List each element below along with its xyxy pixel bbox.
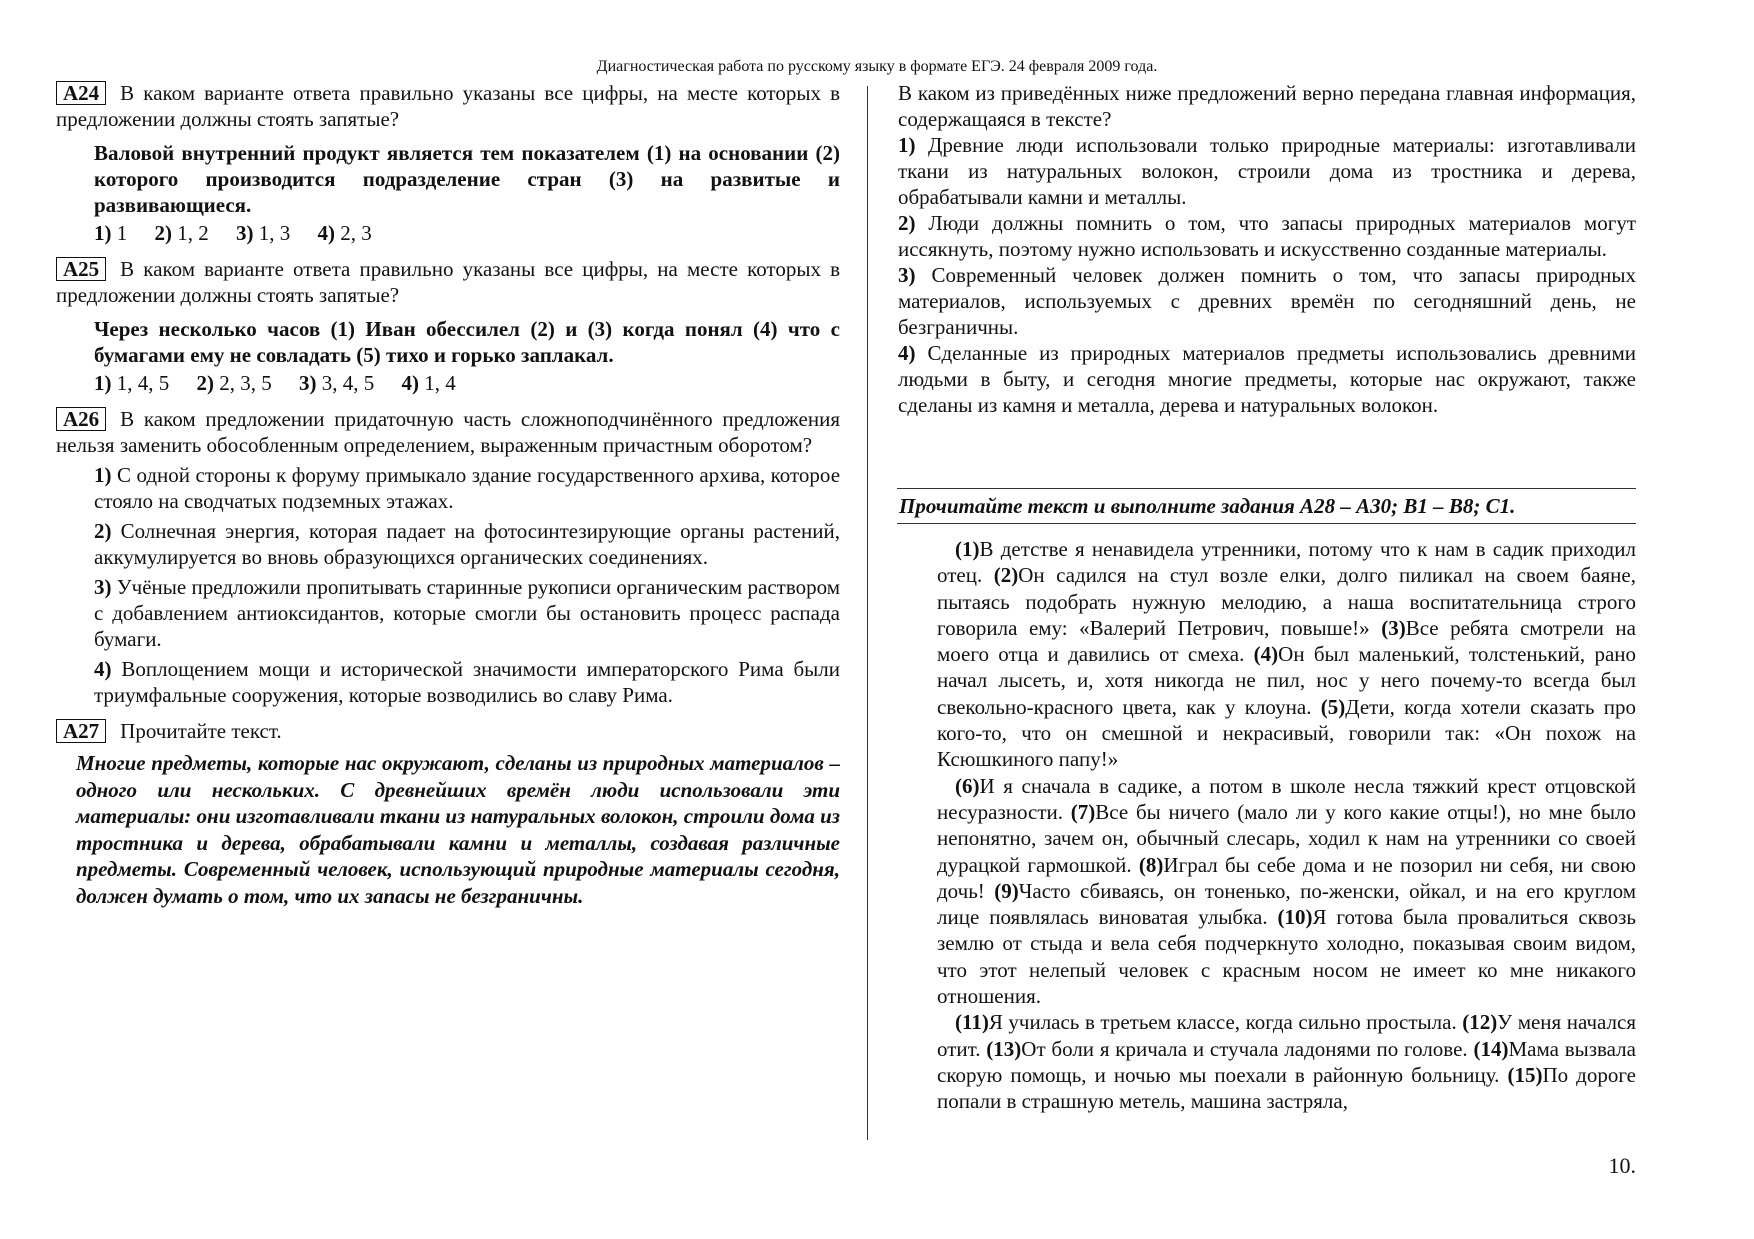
page-header: Диагностическая работа по русскому языку в формате ЕГЭ. 24 февраля 2009 года. [596, 58, 1158, 75]
task-sentence: Через несколько часов (1) Иван обессилел (2) и (3) когда понял (4) что с бумагами ему не совладать (5) тихо и горько заплакал. [94, 317, 840, 367]
right-column [898, 80, 1636, 418]
rule-bottom [897, 523, 1636, 524]
answer-option[interactable]: 3) 3, 4, 5 [299, 371, 375, 395]
story-text [937, 536, 1636, 1115]
reading-passage: Многие предметы, которые нас окружают, сделаны из природных материалов – одного или нескольких. С древнейших времён люди использовали эти материалы: они изготавливали ткани из натуральных волокон, строили дома из тростника и дерева, обрабатывали камни и металлы, создавая различные предметы. Современный человек, использующий природные материалы сегодня, должен думать о том, что их запасы не безграничны. [76, 751, 840, 908]
answer-option[interactable]: 4) Воплощением мощи и исторической значимости императорского Рима были триумфальные сооружения, которые возводились во славу Рима. [94, 657, 841, 707]
question-tag: А26 [56, 407, 106, 431]
answer-option[interactable]: 4) 2, 3 [317, 221, 372, 245]
column-divider [867, 86, 868, 1140]
question-a27-intro: В каком из приведённых ниже предложений верно передана главная информация, содержащаяся в тексте? [898, 81, 1636, 131]
answer-option[interactable]: 3) Современный человек должен помнить о том, что запасы природных материалов, используемых с древних времён по сегодняшний день, не безграничны. [898, 263, 1636, 339]
question-text: В каком предложении придаточную часть сложноподчинённого предложения нельзя заменить обособленным определением, выраженным причастным оборотом? [56, 407, 840, 457]
question-a25 [56, 256, 840, 396]
answer-options [94, 370, 840, 396]
answer-option[interactable]: 2) Люди должны помнить о том, что запасы природных материалов могут иссякнуть, поэтому нужно использовать и искусственно созданные материалы. [898, 211, 1636, 261]
question-a26-prompt [56, 406, 840, 458]
question-a24 [56, 80, 840, 246]
answer-option[interactable]: 3) 1, 3 [236, 221, 291, 245]
answer-option[interactable]: 4) Сделанные из природных материалов предметы использовались древними людьми в быту, и сегодня многие предметы, которые нас окружают, также сделаны из камня и металла, дерева и натуральных волокон. [898, 341, 1637, 417]
task-instruction: Прочитайте текст и выполните задания А28 – А30; В1 – В8; С1. [899, 494, 1516, 518]
question-a26 [56, 406, 840, 708]
left-column [56, 80, 840, 919]
question-tag: А27 [56, 719, 106, 743]
question-text: В каком варианте ответа правильно указаны все цифры, на месте которых в предложении должны стоять запятые? [56, 81, 840, 131]
question-tag: А24 [56, 81, 106, 105]
answer-option[interactable]: 1) Древние люди использовали только природные материалы: изготавливали ткани из натуральных волокон, строили дома из тростника и дерева, обрабатывали камни и металлы. [898, 133, 1636, 209]
answer-option[interactable]: 2) 1, 2 [154, 221, 209, 245]
question-text: Прочитайте текст. [120, 719, 282, 743]
story-paragraph: (11)Я училась в третьем классе, когда сильно простыла. (12)У меня начался отит. (13)От боли я кричала и стучала ладонями по голове. (14)Мама вызвала скорую помощь, и ночью мы поехали в районную больницу. (15)По дороге попали в страшную метель, машина застряла, [937, 1010, 1636, 1114]
answer-option[interactable]: 4) 1, 4 [401, 371, 456, 395]
question-a27 [56, 718, 840, 909]
answer-option[interactable]: 2) Солнечная энергия, которая падает на фотосинтезирующие органы растений, аккумулируется во вновь образующихся органических соединениях. [94, 519, 841, 569]
answer-options [94, 220, 840, 246]
question-a24-prompt [56, 80, 840, 132]
answer-option[interactable]: 1) 1 [94, 221, 128, 245]
answer-option[interactable]: 1) С одной стороны к форуму примыкало здание государственного архива, которое стояло на сводчатых подземных этажах. [94, 463, 841, 513]
story-paragraph: (6)И я сначала в садике, а потом в школе несла тяжкий крест отцовской несуразности. (7)Все бы ничего (мало ли у кого какие отцы!), но мне было непонятно, зачем он, обычный слесарь, ходил к нам на утренники со своей дурацкой гармошкой. (8)Играл бы себе дома и не позорил ни себя, ни свою дочь! (9)Часто сбиваясь, он тоненько, по-женски, ойкал, и на его круглом лице появлялась виноватая улыбка. (10)Я готова была провалиться сквозь землю от стыда и вела себя подчеркнуто холодно, показывая своим видом, что этот нелепый человек с красным носом не имеет ко мне никакого отношения. [937, 773, 1636, 1009]
question-a25-prompt [56, 256, 840, 308]
story-paragraph: (1)В детстве я ненавидела утренники, потому что к нам в садик приходил отец. (2)Он садился на стул возле елки, долго пиликал на своем баяне, пытаясь подобрать нужную мелодию, а наша воспитательница строго говорила ему: «Валерий Петрович, повыше!» (3)Все ребята смотрели на моего отца и давились от смеха. (4)Он был маленький, толстенький, рано начал лысеть, и, хотя никогда не пил, нос у него почему-то всегда был свекольно-красного цвета, как у клоуна. (5)Дети, когда хотели сказать про кого-то, что он смешной и некрасивый, говорили так: «Он похож на Ксюшкиного папу!» [937, 537, 1636, 772]
page-number: 10. [1608, 1153, 1636, 1178]
answer-option[interactable]: 2) 2, 3, 5 [196, 371, 272, 395]
answer-option[interactable]: 1) 1, 4, 5 [94, 371, 170, 395]
question-text: В каком варианте ответа правильно указаны все цифры, на месте которых в предложении должны стоять запятые? [56, 257, 840, 307]
task-sentence: Валовой внутренний продукт является тем показателем (1) на основании (2) которого производится подразделение стран (3) на развитые и развивающиеся. [94, 141, 840, 217]
question-a27-prompt [56, 718, 840, 744]
question-tag: А25 [56, 257, 106, 281]
task-instruction-block [897, 488, 1636, 524]
answer-option[interactable]: 3) Учёные предложили пропитывать старинные рукописи органическим раствором с добавлением антиоксидантов, которые смогли бы остановить процесс распада бумаги. [94, 575, 840, 651]
